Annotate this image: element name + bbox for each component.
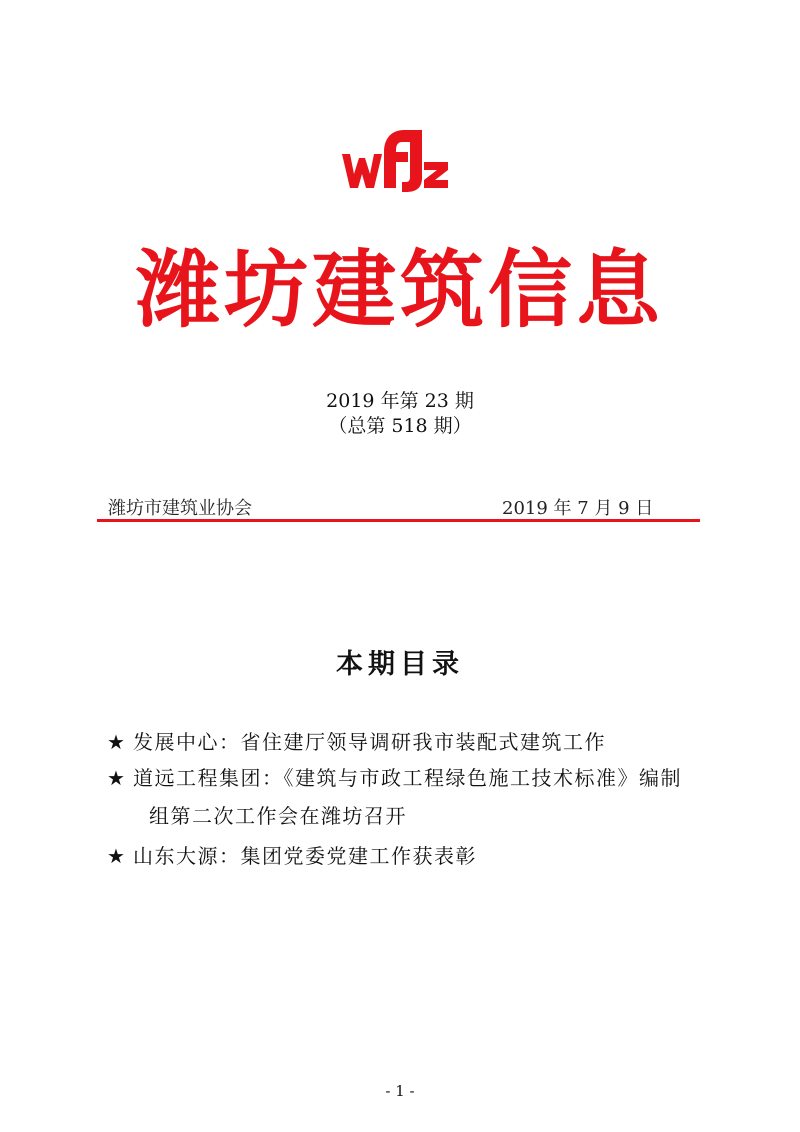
publish-date: 2019 年 7 月 9 日 xyxy=(502,498,654,519)
toc-title: 本期目录 xyxy=(336,649,464,680)
star-icon: ★ xyxy=(107,844,127,868)
publisher-name: 潍坊市建筑业协会 xyxy=(108,498,252,519)
star-icon: ★ xyxy=(107,766,127,790)
star-icon: ★ xyxy=(107,730,127,754)
toc-item xyxy=(107,732,606,752)
toc-item-text: 道远工程集团：《建筑与市政工程绿色施工技术标准》编制 xyxy=(133,766,682,790)
toc-item-continuation: 组第二次工作会在潍坊召开 xyxy=(149,804,407,828)
page-number: - 1 - xyxy=(385,1082,415,1100)
toc-item-text: 山东大源：集团党委党建工作获表彰 xyxy=(133,844,477,868)
issue-total-number: （总第 518 期） xyxy=(328,415,472,437)
header-divider xyxy=(97,519,700,522)
toc-item xyxy=(107,846,477,866)
issue-number: 2019 年第 23 期 xyxy=(326,390,474,412)
toc-item xyxy=(107,768,682,788)
publication-title: 潍坊建筑信息 xyxy=(135,241,664,339)
toc-item-text: 发展中心：省住建厅领导调研我市装配式建筑工作 xyxy=(133,730,606,754)
wfjz-logo xyxy=(340,122,450,194)
